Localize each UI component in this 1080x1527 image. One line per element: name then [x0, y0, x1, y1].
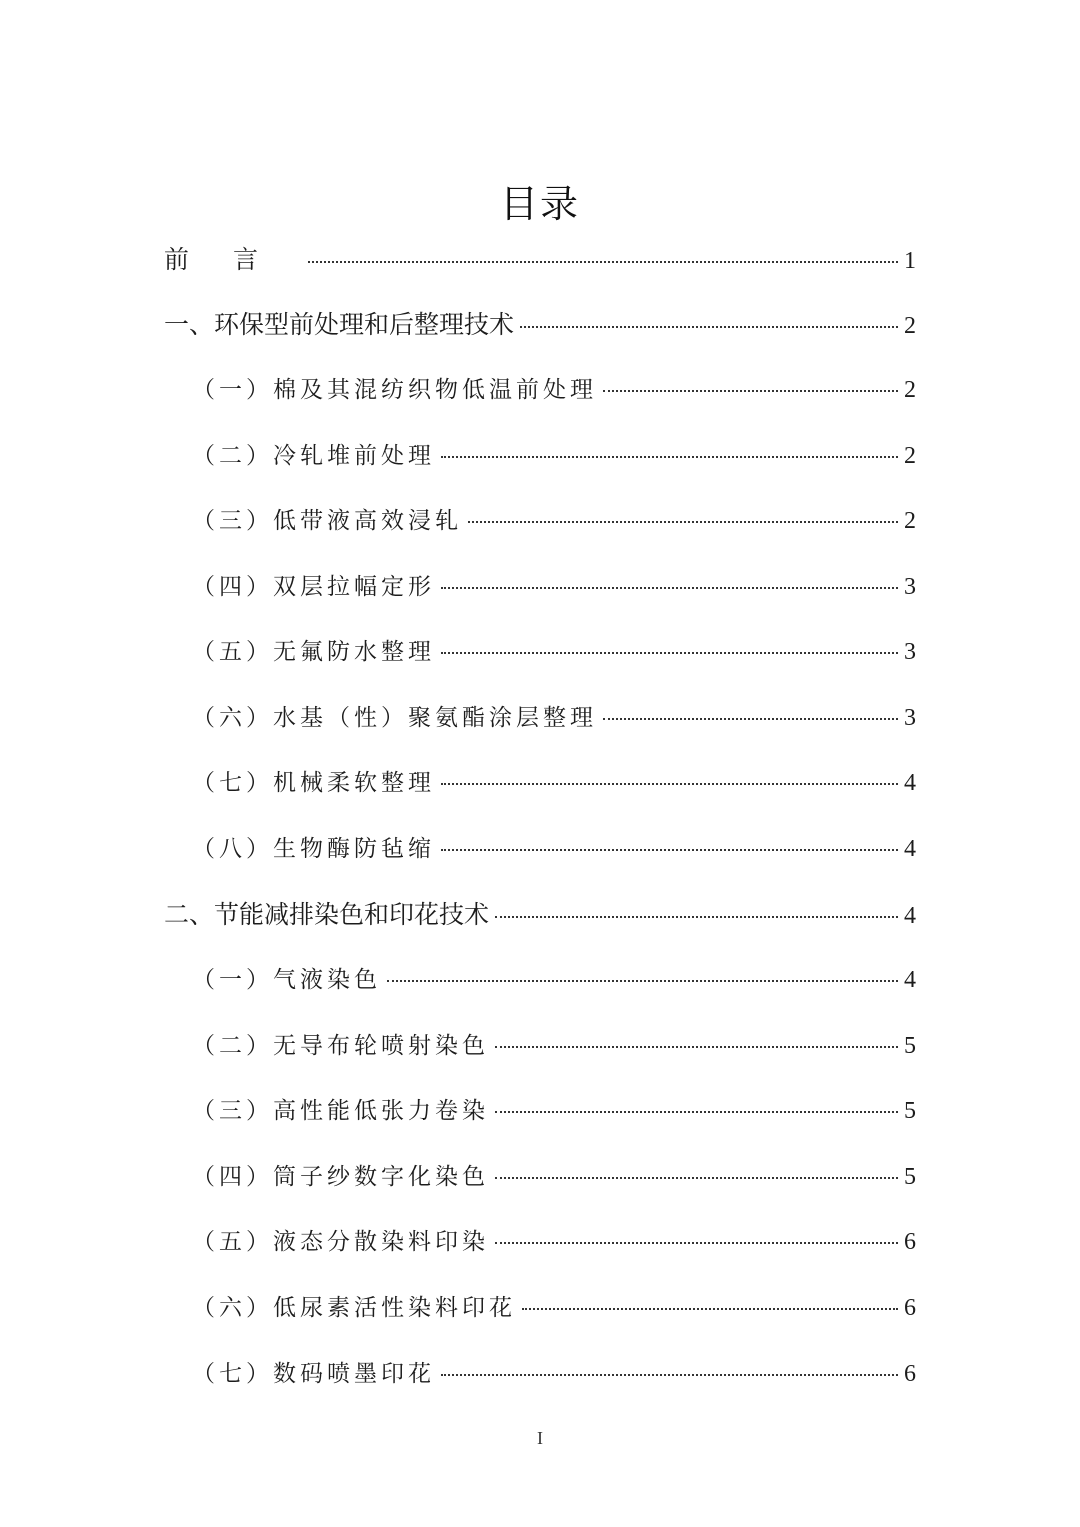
- dot-leader: [495, 1242, 898, 1244]
- toc-entry-label: （一）气液染色: [192, 967, 381, 993]
- dot-leader: [495, 1046, 898, 1048]
- toc-entry-label: （七）数码喷墨印花: [192, 1361, 435, 1387]
- dot-leader: [441, 456, 898, 458]
- toc-entry-2-5[interactable]: [192, 1223, 916, 1263]
- toc-entry-label: （三）高性能低张力卷染: [192, 1098, 489, 1124]
- toc-entry-page: 3: [904, 574, 916, 600]
- toc-entry-label: （六）水基（性）聚氨酯涂层整理: [192, 705, 597, 731]
- toc-entry-1-4[interactable]: [192, 568, 916, 608]
- toc-entry-2-6[interactable]: [192, 1289, 916, 1329]
- dot-leader: [495, 916, 898, 918]
- dot-leader: [308, 261, 898, 263]
- toc-entry-2-1[interactable]: [192, 961, 916, 1001]
- toc-entry-1-7[interactable]: [192, 764, 916, 804]
- toc-entry-label: （八）生物酶防毡缩: [192, 836, 435, 862]
- toc-entry-page: 5: [904, 1033, 916, 1059]
- toc-entry-page: 4: [904, 836, 916, 862]
- toc-entry-label: （二）无导布轮喷射染色: [192, 1033, 489, 1059]
- toc-entry-page: 6: [904, 1229, 916, 1255]
- toc-entry-page: 5: [904, 1098, 916, 1124]
- toc-entry-page: 6: [904, 1361, 916, 1387]
- toc-entry-page: 1: [904, 248, 916, 274]
- toc-entry-page: 2: [904, 313, 916, 339]
- toc-entry-1-2[interactable]: [192, 437, 916, 477]
- toc-entry-page: 3: [904, 705, 916, 731]
- dot-leader: [441, 849, 898, 851]
- toc-entry-1-6[interactable]: [192, 699, 916, 739]
- toc-entry-2-3[interactable]: [192, 1092, 916, 1132]
- dot-leader: [441, 652, 898, 654]
- toc-entry-label: （二）冷轧堆前处理: [192, 443, 435, 469]
- dot-leader: [441, 1374, 898, 1376]
- toc-entry-2-2[interactable]: [192, 1027, 916, 1067]
- dot-leader: [468, 521, 898, 523]
- toc-entry-label: （五）液态分散染料印染: [192, 1229, 489, 1255]
- dot-leader: [495, 1111, 898, 1113]
- toc-title: 目录: [499, 182, 580, 226]
- toc-entry-label: （六）低尿素活性染料印花: [192, 1295, 516, 1321]
- toc-entry-label: （四）筒子纱数字化染色: [192, 1164, 489, 1190]
- toc-entry-page: 4: [904, 967, 916, 993]
- toc-entry-page: 6: [904, 1295, 916, 1321]
- toc-entry-page: 4: [904, 770, 916, 796]
- toc-entry-1-5[interactable]: [192, 633, 916, 673]
- toc-entry-label: 一、环保型前处理和后整理技术: [164, 310, 515, 339]
- toc-entry-1-3[interactable]: [192, 502, 916, 542]
- toc-entry-section-1[interactable]: [164, 305, 916, 345]
- toc-entry-page: 4: [904, 903, 916, 929]
- dot-leader: [522, 1308, 898, 1310]
- dot-leader: [603, 390, 898, 392]
- toc-entry-label: 前言: [164, 245, 303, 274]
- toc-entry-2-7[interactable]: [192, 1355, 916, 1395]
- dot-leader: [441, 783, 898, 785]
- toc-entry-label: （三）低带液高效浸轧: [192, 508, 462, 534]
- toc-entry-label: （四）双层拉幅定形: [192, 574, 435, 600]
- toc-entry-1-1[interactable]: [192, 371, 916, 411]
- footer-page-number: I: [537, 1428, 543, 1448]
- dot-leader: [520, 326, 898, 328]
- toc-entry-page: 2: [904, 377, 916, 403]
- toc-entry-label: （七）机械柔软整理: [192, 770, 435, 796]
- toc-entry-section-2[interactable]: [164, 895, 916, 935]
- toc-entry-page: 2: [904, 508, 916, 534]
- toc-entry-label: （五）无氟防水整理: [192, 639, 435, 665]
- dot-leader: [603, 718, 898, 720]
- toc-entry-1-8[interactable]: [192, 830, 916, 870]
- toc-entry-page: 2: [904, 443, 916, 469]
- dot-leader: [495, 1177, 898, 1179]
- toc-entry-page: 3: [904, 639, 916, 665]
- toc-entry-preface[interactable]: [164, 240, 916, 280]
- dot-leader: [441, 587, 898, 589]
- dot-leader: [387, 980, 898, 982]
- toc-entry-label: （一）棉及其混纺织物低温前处理: [192, 377, 597, 403]
- toc-entry-label: 二、节能减排染色和印花技术: [164, 900, 490, 929]
- toc-entry-2-4[interactable]: [192, 1158, 916, 1198]
- toc-entry-page: 5: [904, 1164, 916, 1190]
